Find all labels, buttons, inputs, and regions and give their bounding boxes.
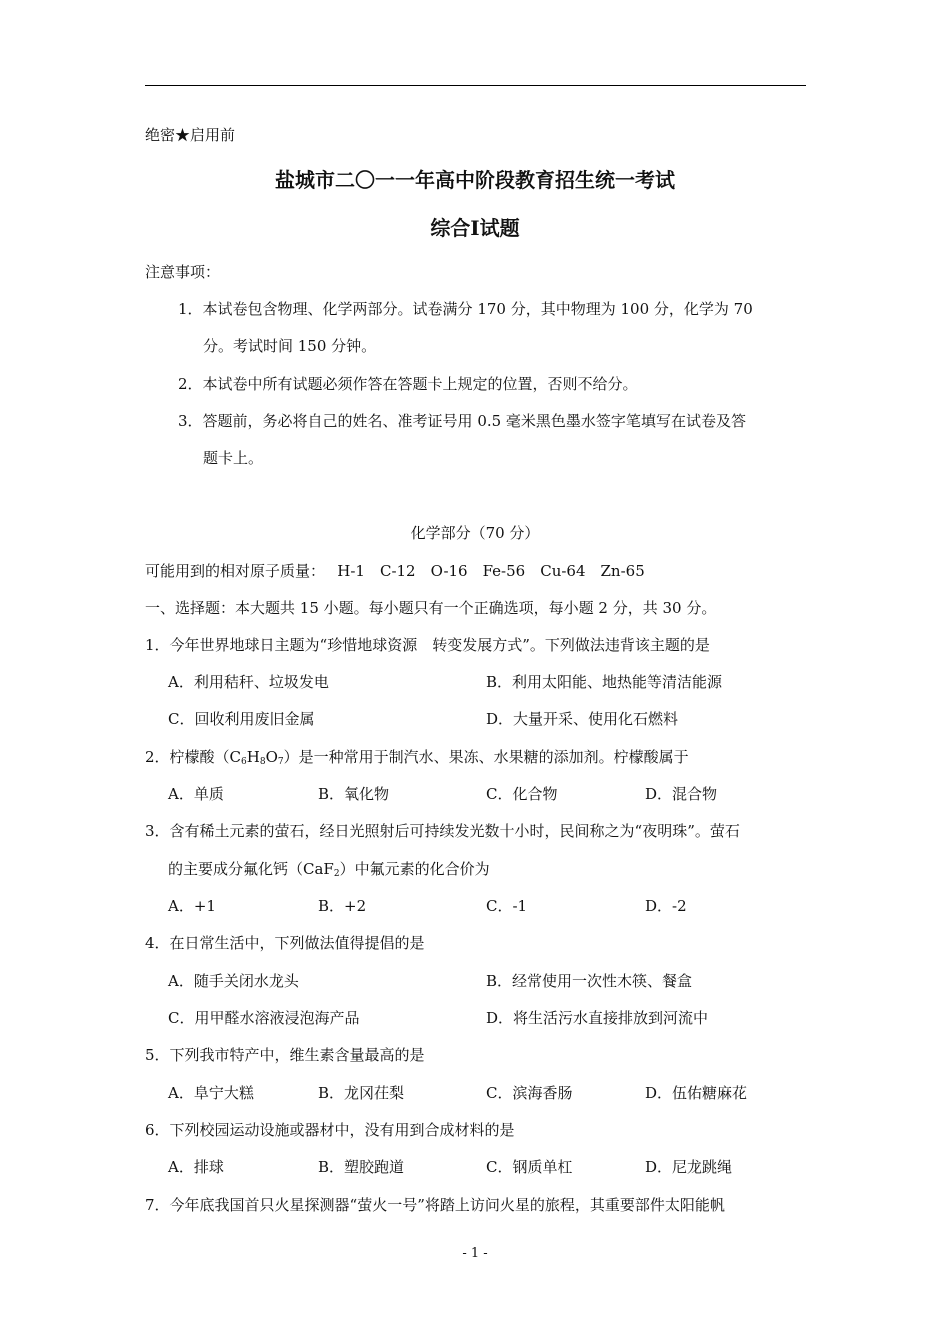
question-3-stem: 3．含有稀土元素的萤石，经日光照射后可持续发光数十小时，民间称之为“夜明珠”。萤石: [145, 822, 740, 840]
q6-option-d: D．尼龙跳绳: [645, 1158, 733, 1176]
q2-option-a: A．单质: [168, 785, 224, 803]
q3-option-b: B．+2: [318, 897, 367, 915]
note-item-1: 1．本试卷包含物理、化学两部分。试卷满分 170 分，其中物理为 100 分，化学为 70: [178, 300, 753, 318]
q5-option-c: C．滨海香肠: [486, 1084, 573, 1102]
q1-option-d: D．大量开采、使用化石燃料: [486, 710, 679, 728]
note-item-2: 2．本试卷中所有试题必须作答在答题卡上规定的位置，否则不给分。: [178, 375, 638, 393]
q3-option-d: D．-2: [645, 897, 687, 915]
note-item-3-cont: 题卡上。: [203, 449, 264, 467]
q3-option-c: C．-1: [486, 897, 528, 915]
note-item-1-cont: 分。考试时间 150 分钟。: [203, 337, 377, 355]
section-title: 化学部分（70 分）: [410, 524, 540, 542]
secret-label: 绝密★启用前: [145, 126, 236, 144]
question-5-stem: 5．下列我市特产中，维生素含量最高的是: [145, 1046, 425, 1064]
header-rule: [145, 85, 806, 86]
q4-option-c: C．用甲醛水溶液浸泡海产品: [168, 1009, 360, 1027]
page-number: - 1 -: [462, 1246, 488, 1261]
exam-subtitle: 综合Ⅰ试题: [430, 216, 520, 240]
question-6-stem: 6．下列校园运动设施或器材中，没有用到合成材料的是: [145, 1121, 515, 1139]
question-2-stem: 2．柠檬酸$(C_6H_8O_7)$是一种常用于制汽水、果冻、水果糖的添加剂。柠檬酸属于: [145, 748, 689, 767]
q6-option-c: C．钢质单杠: [486, 1158, 573, 1176]
q5-option-b: B．龙冈茌梨: [318, 1084, 405, 1102]
question-7-stem: 7．今年底我国首只火星探测器“萤火一号”将踏上访问火星的旅程，其重要部件太阳能帆: [145, 1196, 725, 1214]
part-one-heading: 一、选择题：本大题共 15 小题。每小题只有一个正确选项，每小题 2 分，共 30 分。: [145, 599, 717, 617]
q2-option-c: C．化合物: [486, 785, 558, 803]
q5-option-d: D．伍佑糖麻花: [645, 1084, 748, 1102]
q1-option-b: B．利用太阳能、地热能等清洁能源: [486, 673, 723, 691]
atomic-mass-line: 可能用到的相对原子质量： H-1 C-12 O-16 Fe-56 Cu-64 Zn-65: [145, 562, 645, 580]
notes-heading: 注意事项：: [145, 263, 221, 281]
q4-option-a: A．随手关闭水龙头: [168, 972, 299, 990]
q4-option-d: D．将生活污水直接排放到河流中: [486, 1009, 709, 1027]
q2-option-b: B．氧化物: [318, 785, 390, 803]
q5-option-a: A．阜宁大糕: [168, 1084, 254, 1102]
q1-option-c: C．回收利用废旧金属: [168, 710, 315, 728]
q6-option-b: B．塑胶跑道: [318, 1158, 405, 1176]
q3-option-a: A．+1: [168, 897, 216, 915]
q4-option-b: B．经常使用一次性木筷、餐盒: [486, 972, 693, 990]
question-4-stem: 4．在日常生活中，下列做法值得提倡的是: [145, 934, 425, 952]
note-item-3: 3．答题前，务必将自己的姓名、准考证号用 0.5 毫米黑色墨水签字笔填写在试卷及答: [178, 412, 746, 430]
q2-option-d: D．混合物: [645, 785, 718, 803]
question-3-stem-cont: 的主要成分氟化钙（CaF$_2$）中氟元素的化合价为: [168, 860, 490, 879]
q6-option-a: A．排球: [168, 1158, 224, 1176]
question-1-stem: 1．今年世界地球日主题为“珍惜地球资源 转变发展方式”。下列做法违背该主题的是: [145, 636, 710, 654]
exam-title: 盐城市二〇一一年高中阶段教育招生统一考试: [275, 168, 675, 192]
q1-option-a: A．利用秸秆、垃圾发电: [168, 673, 329, 691]
